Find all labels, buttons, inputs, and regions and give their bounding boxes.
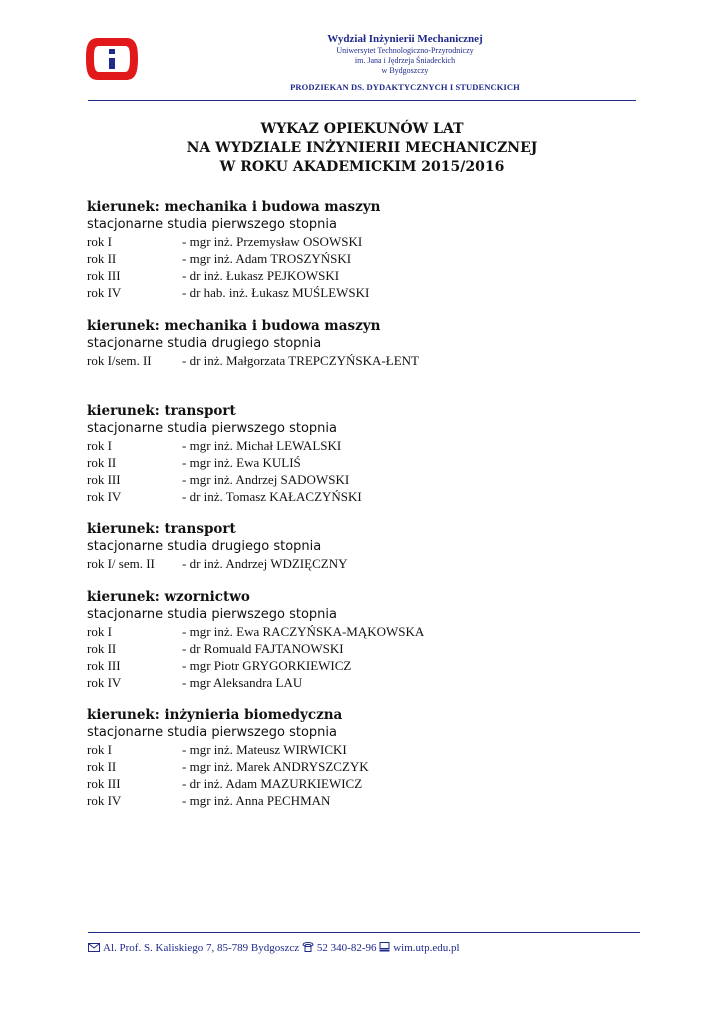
tutor-name: - mgr inż. Przemysław OSOWSKI (182, 234, 363, 249)
list-item (87, 284, 607, 301)
year-label: rok I (87, 624, 112, 639)
study-type: stacjonarne studia pierwszego stopnia (87, 607, 337, 622)
year-label: rok I (87, 234, 112, 249)
tutor-name: - mgr inż. Andrzej SADOWSKI (182, 472, 350, 487)
title-line: W ROKU AKADEMICKIM 2015/2016 (219, 159, 505, 175)
list-item (87, 640, 607, 657)
computer-icon (379, 942, 390, 954)
study-type: stacjonarne studia pierwszego stopnia (87, 725, 337, 740)
list-item (87, 674, 607, 691)
list-item (87, 623, 607, 640)
list-item (87, 437, 607, 454)
section-heading: kierunek: mechanika i budowa maszyn (87, 318, 381, 334)
year-label: rok III (87, 472, 121, 487)
study-type: stacjonarne studia pierwszego stopnia (87, 217, 337, 232)
list-item (87, 657, 607, 674)
year-label: rok III (87, 776, 121, 791)
tutor-name: - dr inż. Tomasz KAŁACZYŃSKI (182, 489, 362, 504)
year-label: rok IV (87, 285, 122, 300)
year-label: rok I (87, 742, 112, 757)
section-wzornictwo-first-degree (87, 589, 607, 691)
section-transport-second-degree (87, 521, 607, 572)
tutor-name: - dr inż. Łukasz PEJKOWSKI (182, 268, 340, 283)
tutor-name: - mgr Piotr GRYGORKIEWICZ (182, 658, 352, 673)
tutor-name: - mgr inż. Mateusz WIRWICKI (182, 742, 347, 757)
tutor-name: - mgr inż. Adam TROSZYŃSKI (182, 251, 352, 266)
year-label: rok IV (87, 675, 122, 690)
title-line: NA WYDZIALE INŻYNIERII MECHANICZNEJ (186, 140, 538, 156)
list-item (87, 775, 607, 792)
tutor-name: - dr inż. Andrzej WDZIĘCZNY (182, 556, 348, 571)
tutor-name: - dr hab. inż. Łukasz MUŚLEWSKI (182, 285, 370, 300)
study-type: stacjonarne studia pierwszego stopnia (87, 421, 337, 436)
phone-icon (302, 942, 314, 954)
year-label: rok IV (87, 489, 122, 504)
tutor-name: - mgr inż. Michał LEWALSKI (182, 438, 342, 453)
university-city: w Bydgoszczy (381, 66, 429, 75)
tutor-name: - mgr inż. Anna PECHMAN (182, 793, 331, 808)
tutor-name: - dr Romuald FAJTANOWSKI (182, 641, 344, 656)
university-patron: im. Jana i Jędrzeja Śniadeckich (354, 56, 456, 65)
year-label: rok II (87, 641, 117, 656)
list-item (87, 741, 607, 758)
study-type: stacjonarne studia drugiego stopnia (87, 539, 322, 554)
section-biomedyczna-first-degree (87, 707, 607, 809)
section-heading: kierunek: transport (87, 403, 236, 419)
list-item (87, 352, 607, 369)
list-item (87, 233, 607, 250)
year-label: rok I/ sem. II (87, 556, 155, 571)
list-item (87, 792, 607, 809)
section-heading: kierunek: transport (87, 521, 236, 537)
study-type: stacjonarne studia drugiego stopnia (87, 336, 322, 351)
section-mechanika-second-degree (87, 318, 607, 369)
tutor-name: - mgr inż. Ewa KULIŚ (182, 455, 301, 470)
section-mechanika-first-degree (87, 199, 607, 301)
list-item (87, 454, 607, 471)
section-heading: kierunek: wzornictwo (87, 589, 250, 605)
tutor-name: - dr inż. Małgorzata TREPCZYŃSKA-ŁENT (182, 353, 419, 368)
department-name: Wydział Inżynierii Mechanicznej (327, 33, 483, 45)
year-label: rok III (87, 268, 121, 283)
list-item (87, 267, 607, 284)
tutor-name: - mgr Aleksandra LAU (182, 675, 303, 690)
tutor-name: - mgr inż. Marek ANDRYSZCZYK (182, 759, 369, 774)
university-name: Uniwersytet Technologiczno-Przyrodniczy (336, 46, 474, 55)
university-logo (84, 34, 140, 84)
header-divider (88, 100, 636, 101)
section-heading: kierunek: mechanika i budowa maszyn (87, 199, 381, 215)
year-label: rok I/sem. II (87, 353, 152, 368)
office-name: PRODZIEKAN DS. DYDAKTYCZNYCH I STUDENCKICH (290, 82, 520, 92)
tutor-name: - mgr inż. Ewa RACZYŃSKA-MĄKOWSKA (182, 624, 425, 639)
year-label: rok II (87, 455, 117, 470)
list-item (87, 555, 607, 572)
year-label: rok III (87, 658, 121, 673)
list-item (87, 488, 607, 505)
footer-website: wim.utp.edu.pl (393, 942, 460, 954)
list-item (87, 471, 607, 488)
envelope-icon (88, 942, 100, 954)
year-label: rok I (87, 438, 112, 453)
section-transport-first-degree (87, 403, 607, 505)
letterhead (0, 0, 725, 102)
footer-divider (88, 932, 640, 933)
year-label: rok II (87, 759, 117, 774)
document-title (84, 120, 640, 177)
list-item (87, 250, 607, 267)
footer-address: Al. Prof. S. Kaliskiego 7, 85-789 Bydgoszcz (103, 942, 300, 954)
footer-phone: 52 340-82-96 (316, 942, 377, 954)
tutor-name: - dr inż. Adam MAZURKIEWICZ (182, 776, 363, 791)
title-line: WYKAZ OPIEKUNÓW LAT (260, 121, 464, 137)
year-label: rok II (87, 251, 117, 266)
footer-contact (88, 942, 460, 954)
year-label: rok IV (87, 793, 122, 808)
list-item (87, 758, 607, 775)
section-heading: kierunek: inżynieria biomedyczna (87, 707, 343, 723)
